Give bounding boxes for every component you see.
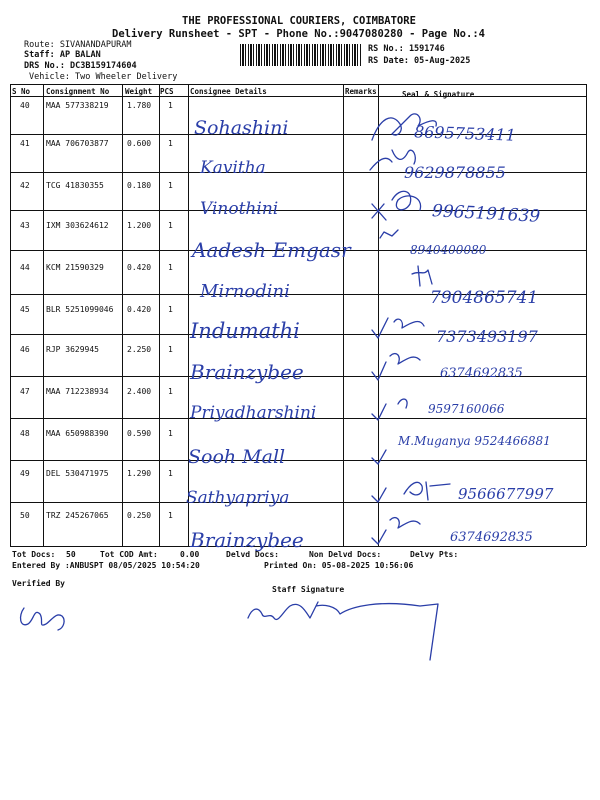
verified-by-label: Verified By xyxy=(12,579,65,588)
row-weight: 0.420 xyxy=(127,263,152,272)
total-cod-value: 0.00 xyxy=(180,550,200,559)
row-pcs: 1 xyxy=(168,263,173,272)
col-remarks: Remarks xyxy=(345,87,377,96)
handwritten-phone: 9629878855 xyxy=(404,163,506,182)
rs-number: RS No.: 1591746 xyxy=(368,44,445,54)
handwritten-phone: 8940400080 xyxy=(410,243,487,257)
row-consignment: MAA 650988390 xyxy=(46,429,109,438)
handwritten-name: Mirnodini xyxy=(200,281,290,302)
row-weight: 0.590 xyxy=(127,429,152,438)
handwritten-name: Brainzybee xyxy=(190,528,304,552)
row-consignment: MAA 577338219 xyxy=(46,101,109,110)
handwritten-phone: 9965191639 xyxy=(431,201,541,227)
delivery-points: Delvy Pts: xyxy=(410,550,459,559)
row-pcs: 1 xyxy=(168,305,173,314)
handwritten-name: Brainzybee xyxy=(190,360,304,384)
row-sno: 45 xyxy=(20,305,30,314)
non-delivered-docs: Non Delvd Docs: xyxy=(309,550,382,559)
row-weight: 0.180 xyxy=(127,181,152,190)
runsheet-subtitle: Delivery Runsheet - SPT - Phone No.:9047080280 - Page No.:4 xyxy=(112,28,485,40)
col-weight: Weight xyxy=(125,87,153,96)
handwritten-name: Kavitha xyxy=(200,158,266,178)
printed-on: Printed On: 05-08-2025 10:56:06 xyxy=(264,561,414,570)
row-weight: 1.200 xyxy=(127,221,152,230)
row-consignment: MAA 712238934 xyxy=(46,387,109,396)
row-sno: 44 xyxy=(20,263,30,272)
total-cod-label: Tot COD Amt: xyxy=(100,550,158,559)
row-consignment: RJP 3629945 xyxy=(46,345,99,354)
row-consignment: TRZ 245267065 xyxy=(46,511,109,520)
row-sno: 50 xyxy=(20,511,30,520)
row-pcs: 1 xyxy=(168,429,173,438)
handwritten-phone: 6374692835 xyxy=(450,530,533,545)
row-sno: 41 xyxy=(20,139,30,148)
route: Route: SIVANANDAPURAM xyxy=(24,40,132,50)
row-consignment: MAA 706703877 xyxy=(46,139,109,148)
row-consignment: DEL 530471975 xyxy=(46,469,109,478)
delivered-docs: Delvd Docs: xyxy=(226,550,279,559)
handwritten-name: Vinothini xyxy=(200,199,279,219)
row-weight: 1.290 xyxy=(127,469,152,478)
handwritten-phone: M.Muganya 9524466881 xyxy=(398,434,551,448)
staff-signature-label: Staff Signature xyxy=(272,585,345,594)
handwritten-phone: 8695753411 xyxy=(413,122,517,145)
row-sno: 47 xyxy=(20,387,30,396)
row-weight: 0.600 xyxy=(127,139,152,148)
handwritten-name: Sooh Mall xyxy=(188,446,286,468)
handwritten-name: Indumathi xyxy=(190,319,300,343)
handwritten-phone: 9597160066 xyxy=(428,402,505,416)
col-consignee: Consignee Details xyxy=(190,87,267,96)
row-consignment: BLR 5251099046 xyxy=(46,305,114,314)
row-sno: 46 xyxy=(20,345,30,354)
row-pcs: 1 xyxy=(168,101,173,110)
handwritten-name: Sohashini xyxy=(194,117,289,139)
row-consignment: TCG 41830355 xyxy=(46,181,104,190)
rs-date: RS Date: 05-Aug-2025 xyxy=(368,56,471,66)
company-name: THE PROFESSIONAL COURIERS, COIMBATORE xyxy=(182,15,416,27)
row-sno: 49 xyxy=(20,469,30,478)
handwritten-phone: 7373493197 xyxy=(436,327,538,346)
handwritten-phone: 9566677997 xyxy=(458,485,554,503)
handwritten-phone: 6374692835 xyxy=(440,366,523,381)
row-weight: 2.250 xyxy=(127,345,152,354)
drs-number: DRS No.: DC3B159174604 xyxy=(24,61,137,71)
row-pcs: 1 xyxy=(168,345,173,354)
row-consignment: IXM 303624612 xyxy=(46,221,109,230)
row-pcs: 1 xyxy=(168,511,173,520)
row-sno: 40 xyxy=(20,101,30,110)
row-pcs: 1 xyxy=(168,139,173,148)
handwritten-name: Aadesh Emgasr xyxy=(192,238,351,262)
row-pcs: 1 xyxy=(168,181,173,190)
row-weight: 0.420 xyxy=(127,305,152,314)
handwritten-name: Priyadharshini xyxy=(190,403,317,423)
staff: Staff: AP BALAN xyxy=(24,50,101,60)
total-docs-value: 50 xyxy=(66,550,76,559)
handwritten-phone: 7904865741 xyxy=(430,288,539,308)
col-seal: Seal & Signature xyxy=(402,90,475,99)
row-sno: 48 xyxy=(20,429,30,438)
row-pcs: 1 xyxy=(168,469,173,478)
row-weight: 1.780 xyxy=(127,101,152,110)
col-pcs: PCS xyxy=(160,87,174,96)
handwritten-name: Sathyapriya xyxy=(186,488,290,508)
row-sno: 42 xyxy=(20,181,30,190)
row-pcs: 1 xyxy=(168,387,173,396)
row-weight: 2.400 xyxy=(127,387,152,396)
total-docs-label: Tot Docs: xyxy=(12,550,56,559)
row-sno: 43 xyxy=(20,221,30,230)
col-sno: S No xyxy=(12,87,31,96)
row-consignment: KCM 21590329 xyxy=(46,263,104,272)
row-weight: 0.250 xyxy=(127,511,152,520)
row-pcs: 1 xyxy=(168,221,173,230)
vehicle: Vehicle: Two Wheeler Delivery xyxy=(29,72,178,82)
entered-by: Entered By :ANBUSPT 08/05/2025 10:54:20 xyxy=(12,561,200,570)
col-consignment: Consignment No xyxy=(46,87,110,96)
